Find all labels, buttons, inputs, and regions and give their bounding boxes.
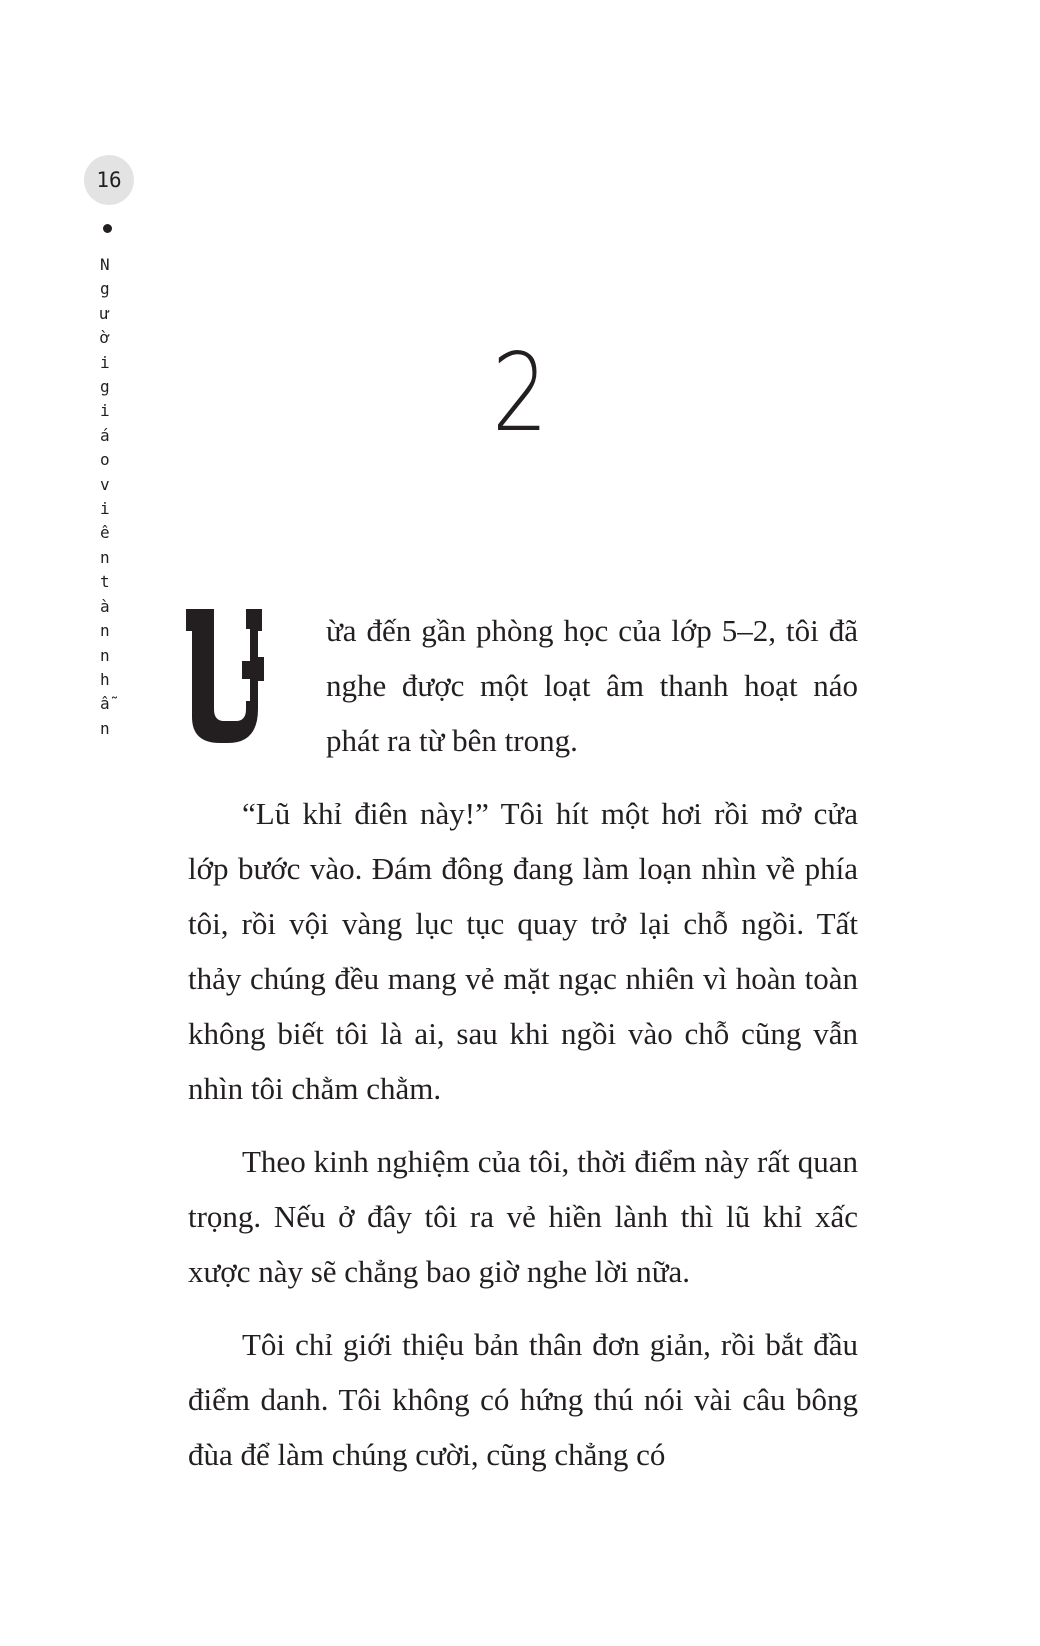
separator-dot — [103, 224, 112, 233]
paragraph-3: Theo kinh nghiệm của tôi, thời điểm này rất quan trọng. Nếu ở đây tôi ra vẻ hiền lành thì lũ khỉ xấc xược này sẽ chẳng bao giờ nghe lời nữa. — [188, 1144, 858, 1289]
running-title: Người giáo viên tàn nhẫn — [100, 255, 110, 738]
paragraph-opening-text: ừa đến gần phòng học của lớp 5–2, tôi đã nghe được một loạt âm thanh hoạt náo phát ra từ bên trong. — [326, 613, 858, 758]
paragraph-2: “Lũ khỉ điên này!” Tôi hít một hơi rồi mở cửa lớp bước vào. Đám đông đang làm loạn nhìn về phía tôi, rồi vội vàng lục tục quay trở lại chỗ ngồi. Tất thảy chúng đều mang vẻ mặt ngạc nhiên vì hoàn toàn không biết tôi là ai, sau khi ngồi vào chỗ cũng vẫn nhìn tôi chằm chằm. — [188, 796, 858, 1106]
drop-cap-glyph — [184, 609, 304, 749]
chapter-body — [188, 603, 858, 1500]
chapter-number: 2 — [491, 331, 549, 456]
drop-cap — [184, 609, 310, 759]
paragraph-opening — [188, 603, 858, 768]
page-number-label: 16 — [96, 168, 122, 192]
page-number — [84, 155, 134, 205]
paragraph-4: Tôi chỉ giới thiệu bản thân đơn giản, rồi bắt đầu điểm danh. Tôi không có hứng thú nói vài câu bông đùa để làm chúng cười, cũng chẳng có — [188, 1327, 858, 1472]
